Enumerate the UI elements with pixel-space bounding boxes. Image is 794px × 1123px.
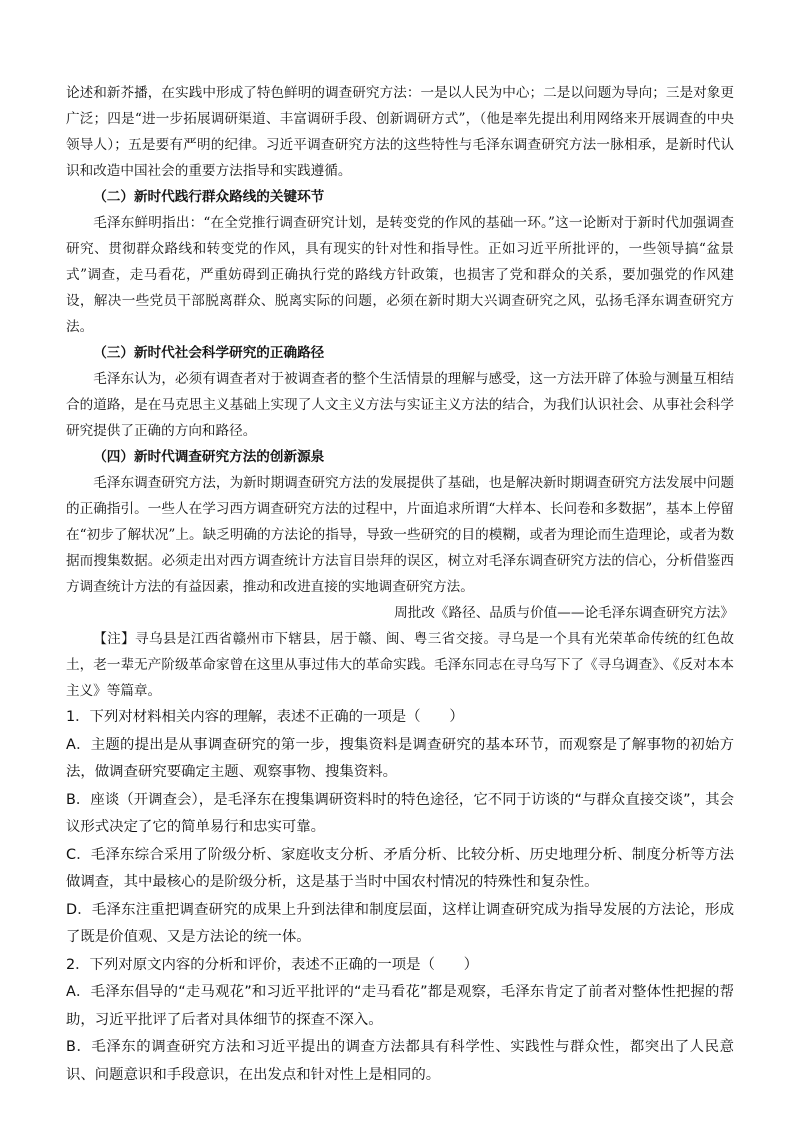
section-body-4: 毛泽东调查研究方法，为新时期调查研究方法的发展提供了基础，也是解决新时期调查研究方法发展中问题的正确指引。一些人在学习西方调查研究方法的过程中，片面追求所谓“大样本、长问卷和多数据”，基本上停留在“初步了解状况”上。缺乏明确的方法论的指导，导致一些研究的目的模糊，或者为理论而生造理论，或者为数据而搜集数据。必须走出对西方调查统计方法盲目崇拜的误区，树立对毛泽东调查研究方法的信心，分析借鉴西方调查统计方法的有益因素，推动和改进直接的实地调查研究方法。 bbox=[66, 475, 734, 595]
option-d: D．毛泽东注重把调查研究的成果上升到法律和制度层面，这样让调查研究成为指导发展的方法论，形成了既是价值观、又是方法论的统一体。 bbox=[66, 901, 734, 945]
section-heading-2: （二）新时代践行群众路线的关键环节 bbox=[93, 189, 325, 205]
question-2 bbox=[66, 952, 734, 1090]
question-stem: 1．下列对材料相关内容的理解，表述不正确的一项是（ ） bbox=[66, 709, 464, 725]
option-b: B．座谈（开调查会），是毛泽东在搜集调研资料时的特色途径，它不同于访谈的“与群众直接交谈”，其会议形式决定了它的简单易行和忠实可靠。 bbox=[66, 791, 734, 835]
section-body-2: 毛泽东鲜明指出：“在全党推行调查研究计划，是转变党的作风的基础一环。”这一论断对于新时代加强调查研究、贯彻群众路线和转变党的作风，具有现实的针对性和指导性。正如习近平所批评的，一些领导搞“盆景式”调查，走马看花，严重妨碍到正确执行党的路线方针政策，也损害了党和群众的关系，要加强党的作风建设，解决一些党员干部脱离群众、脱离实际的问题，必须在新时期大兴调查研究之风，弘扬毛泽东调查研究方法。 bbox=[66, 215, 734, 335]
option-a: A．主题的提出是从事调查研究的第一步，搜集资料是调查研究的基本环节，而观察是了解事物的初始方法，做调查研究要确定主题、观察事物、搜集资料。 bbox=[66, 736, 734, 780]
option-c: C．毛泽东综合采用了阶级分析、家庭收支分析、矛盾分析、比较分析、历史地理分析、制度分析等方法做调查，其中最核心的是阶级分析，这是基于当时中国农村情况的特殊性和复杂性。 bbox=[66, 846, 734, 890]
question-1 bbox=[66, 704, 734, 952]
section-body-3: 毛泽东认为，必须有调查者对于被调查者的整个生活情景的理解与感受，这一方法开辟了体验与测量互相结合的道路，是在马克思主义基础上实现了人文主义方法与实证主义方法的结合，为我们认识社会、从事社会科学研究提供了正确的方向和路径。 bbox=[66, 371, 734, 439]
question-stem: 2．下列对原文内容的分析和评价，表述不正确的一项是（ ） bbox=[66, 956, 479, 973]
section-heading-4: （四）新时代调查研究方法的创新源泉 bbox=[93, 449, 325, 465]
document-content bbox=[66, 80, 734, 1089]
option-a: A．毛泽东倡导的“走马观花”和习近平批评的“走马看花”都是观察，毛泽东肯定了前者对整体性把握的帮助，习近平批评了后者对具体细节的探查不深入。 bbox=[66, 984, 734, 1028]
section-heading-3: （三）新时代社会科学研究的正确路径 bbox=[93, 345, 325, 361]
intro-paragraph: 论述和新芥播，在实践中形成了特色鲜明的调查研究方法：一是以人民为中心；二是以问题为导向；三是对象更广泛；四是“进一步拓展调研渠道、丰富调研手段、创新调研方式”，（他是率先提出利用网络来开展调查的中央领导人）；五是要有严明的纪律。习近平调查研究方法的这些特性与毛泽东调查研究方法一脉相承，是新时代认识和改造中国社会的重要方法指导和实践遵循。 bbox=[66, 85, 734, 179]
source-citation: 周批改《路径、品质与价值——论毛泽东调查研究方法》 bbox=[394, 605, 734, 621]
source-note: 【注】寻乌县是江西省赣州市下辖县，居于赣、闽、粤三省交接。寻乌是一个具有光荣革命传统的红色故土，老一辈无产阶级革命家曾在这里从事过伟大的革命实践。毛泽东同志在寻乌写下了《寻乌调查》、《反对本本主义》等篇章。 bbox=[66, 631, 734, 699]
option-b: B．毛泽东的调查研究方法和习近平提出的调查方法都具有科学性、实践性与群众性，都突出了人民意识、问题意识和手段意识，在出发点和针对性上是相同的。 bbox=[66, 1039, 734, 1083]
